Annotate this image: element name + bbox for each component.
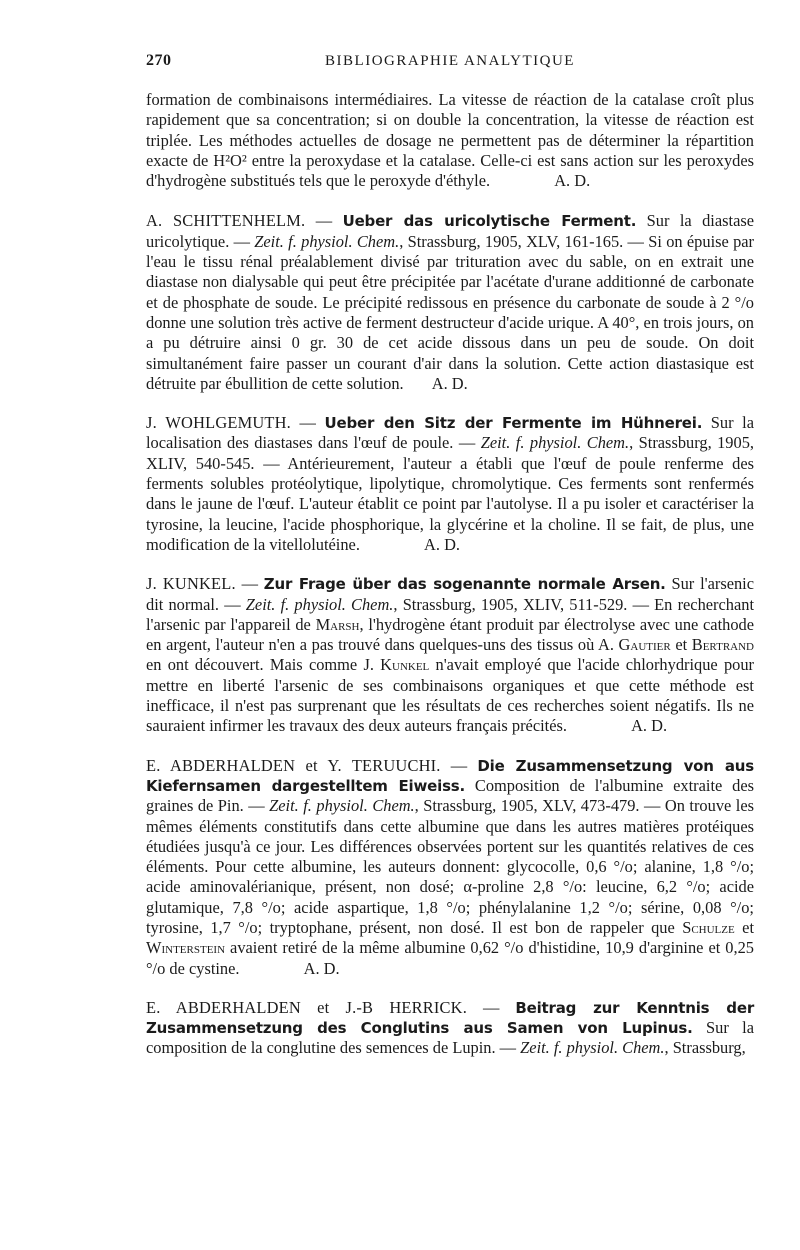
journal-name: Zeit. f. physiol. Chem. [520, 1038, 665, 1058]
signature: A. D. [424, 534, 461, 554]
entry-author: J. KUNKEL. [146, 574, 236, 594]
abstract-body: n'avait employé que l'acide chlorhydrique pour mettre en liberté l'arsenic de ses combinaisons organiques et que cette méthode est inefficace, il n'est pas surprenant que les résultats de ces recherches soient négatifs. Ils ne sauraient infirmer les travaux des deux auteurs français précités. [146, 655, 754, 736]
abstract-body: avaient retiré de la même albumine 0,62 °/o d'histidine, 10,9 d'arginine et 0,25 °/o de cystine. [146, 938, 754, 978]
citation: , Strassburg, 1905, XLV, 473-479. — [414, 796, 665, 816]
abstract-body: On trouve les mêmes éléments constitutifs dans cette albumine que dans les autres matières protéiques étudiées jusqu'à ce jour. Les différences observées portent sur les quantités relatives de ces éléments. Pour cette albumine, les auteurs donnent: glycocolle, 0,6 °/o; alanine, 1,8 °/o; acide aminovalérianique, présent, non dosé; α-proline 2,8 °/o: leucine, 6,2 °/o; acide glutamique, 7,8 °/o; acide aspartique, 1,8 °/o; phénylalanine 1,2 °/o; sérine, 0,08 °/o; tyrosine, 1,7 °/o; tryptophane, présent, non dosé. Il est bon de rappeler que [146, 796, 754, 937]
signature: A. D. [631, 716, 668, 736]
citation: , Strassburg, [664, 1038, 746, 1058]
cited-author: Gautier [618, 635, 671, 655]
abstract-body: Antérieurement, l'auteur a établi que l'œuf de poule renferme des ferments solubles protéolytique, lipolytique, chromolytique. Ces ferments sont renfermés dans le jaune de l'œuf. L'auteur établit ce point par l'autolyse. Il a pu isoler et caractériser la tyrosine, la leucine, l'acide phosphorique, la glycérine et la choline. Il se fait, de plus, une modification de la vitellolutéine. [146, 453, 755, 554]
abstract-entry [146, 211, 754, 394]
abstract-body: Si on épuise par l'eau le tissu rénal préalablement divisé par trituration avec du sable, on en extrait une diastase non dialysable qui peut être précipitée par l'acétate d'urane additionné de carbonate et de phosphate de soude. Le précipité redissous en présence du carbonate de soude à 2 °/o donne une solution très active de ferment destructeur d'acide urique. A 40°, en trois jours, on a pu détruire ainsi 0 gr. 30 de cet acide dissous dans un peu de soude. On doit simultanément faire passer un courant d'air dans la solution. Cette action diastasique est détruite par ébullition de cette solution. [146, 231, 754, 393]
entry-subject: Sur l'arsenic dit normal. — [146, 574, 754, 614]
cited-author: Winterstein [146, 938, 226, 958]
separator-dash: — [467, 997, 516, 1017]
entry-subject: Sur la composition de la conglutine des semences de Lupin. — [146, 1018, 755, 1058]
intro-text: formation de combinaisons intermédiaires. La vitesse de réaction de la catalase croît plus rapidement que sa concentration; si on double la concentration, la vitesse de réaction est triplée. Les méthodes actuelles de dosage ne permettent pas de déterminer la répartition exacte de H²O² entre la peroxydase et la catalase. Celle-ci est sans action sur les peroxydes d'hydrogène substitués tels que le peroxyde d'éthyle. [146, 90, 754, 191]
abstract-body: , l'hydrogène étant produit par électrolyse avec une cathode en argent, l'auteur n'en a pas trouvé dans quelques-uns des tissus où A. [146, 614, 754, 655]
entry-title: Beitrag zur Kenntnis der Zusammensetzung des Conglutins aus Samen von Lupinus. [146, 998, 755, 1038]
abstract-entry [146, 413, 754, 555]
signature: A. D. [554, 171, 591, 191]
signature: A. D. [303, 958, 340, 978]
separator-dash: — [290, 413, 325, 433]
entry-title: Zur Frage über das sogenannte normale Arsen. [263, 575, 666, 594]
abstract-entry [146, 574, 754, 736]
intro-paragraph [146, 90, 754, 191]
abstract-body: En recherchant l'arsenic par l'appareil de [146, 594, 754, 634]
cited-author: Kunkel [380, 655, 430, 675]
entry-author: J. WOHLGEMUTH. [146, 413, 291, 433]
separator-dash: — [235, 574, 264, 594]
citation: , Strassburg, 1905, XLV, 161-165. — [399, 231, 649, 251]
running-head [146, 52, 754, 70]
entry-subject: Sur la diastase uricolytique. — [146, 211, 754, 251]
entry-title: Ueber das uricolytische Ferment. [342, 212, 637, 231]
abstract-entry [146, 998, 754, 1059]
journal-name: Zeit. f. physiol. Chem. [480, 433, 630, 453]
abstract-body: et [670, 635, 692, 655]
entry-author: E. ABDERHALDEN et J.-B HERRICK. [146, 997, 468, 1017]
abstract-body: et [734, 917, 754, 937]
separator-dash: — [440, 755, 478, 775]
entry-subject: Composition de l'albumine extraite des graines de Pin. — [146, 775, 754, 816]
journal-name: Zeit. f. physiol. Chem. [269, 796, 415, 816]
separator-dash: — [305, 211, 343, 231]
entry-subject: Sur la localisation des diastases dans l'œuf de poule. — [146, 413, 754, 453]
signature: A. D. [431, 373, 468, 393]
entry-author: A. SCHITTENHELM. [146, 211, 306, 231]
abstract-entry [146, 756, 754, 979]
entry-title: Die Zusammensetzung von aus Kiefernsamen dargestelltem Eiweiss. [146, 756, 754, 795]
abstract-body: en ont découvert. Mais comme J. [146, 655, 381, 675]
citation: , Strassburg, 1905, XLIV, 511-529. — [393, 594, 655, 614]
cited-author: Schulze [682, 917, 735, 937]
entry-author: E. ABDERHALDEN et Y. TERUUCHI. [146, 755, 441, 775]
page-number: 270 [146, 52, 172, 69]
entry-title: Ueber den Sitz der Fermente im Hühnerei. [324, 414, 703, 433]
journal-name: Zeit. f. physiol. Chem. [254, 231, 400, 251]
cited-author: Bertrand [691, 635, 754, 655]
running-title: BIBLIOGRAPHIE ANALYTIQUE [325, 53, 575, 69]
journal-name: Zeit. f. physiol. Chem. [245, 594, 394, 614]
citation: , Strassburg, 1905, XLIV, 540-545. — [146, 433, 754, 473]
cited-author: Marsh [315, 614, 360, 634]
